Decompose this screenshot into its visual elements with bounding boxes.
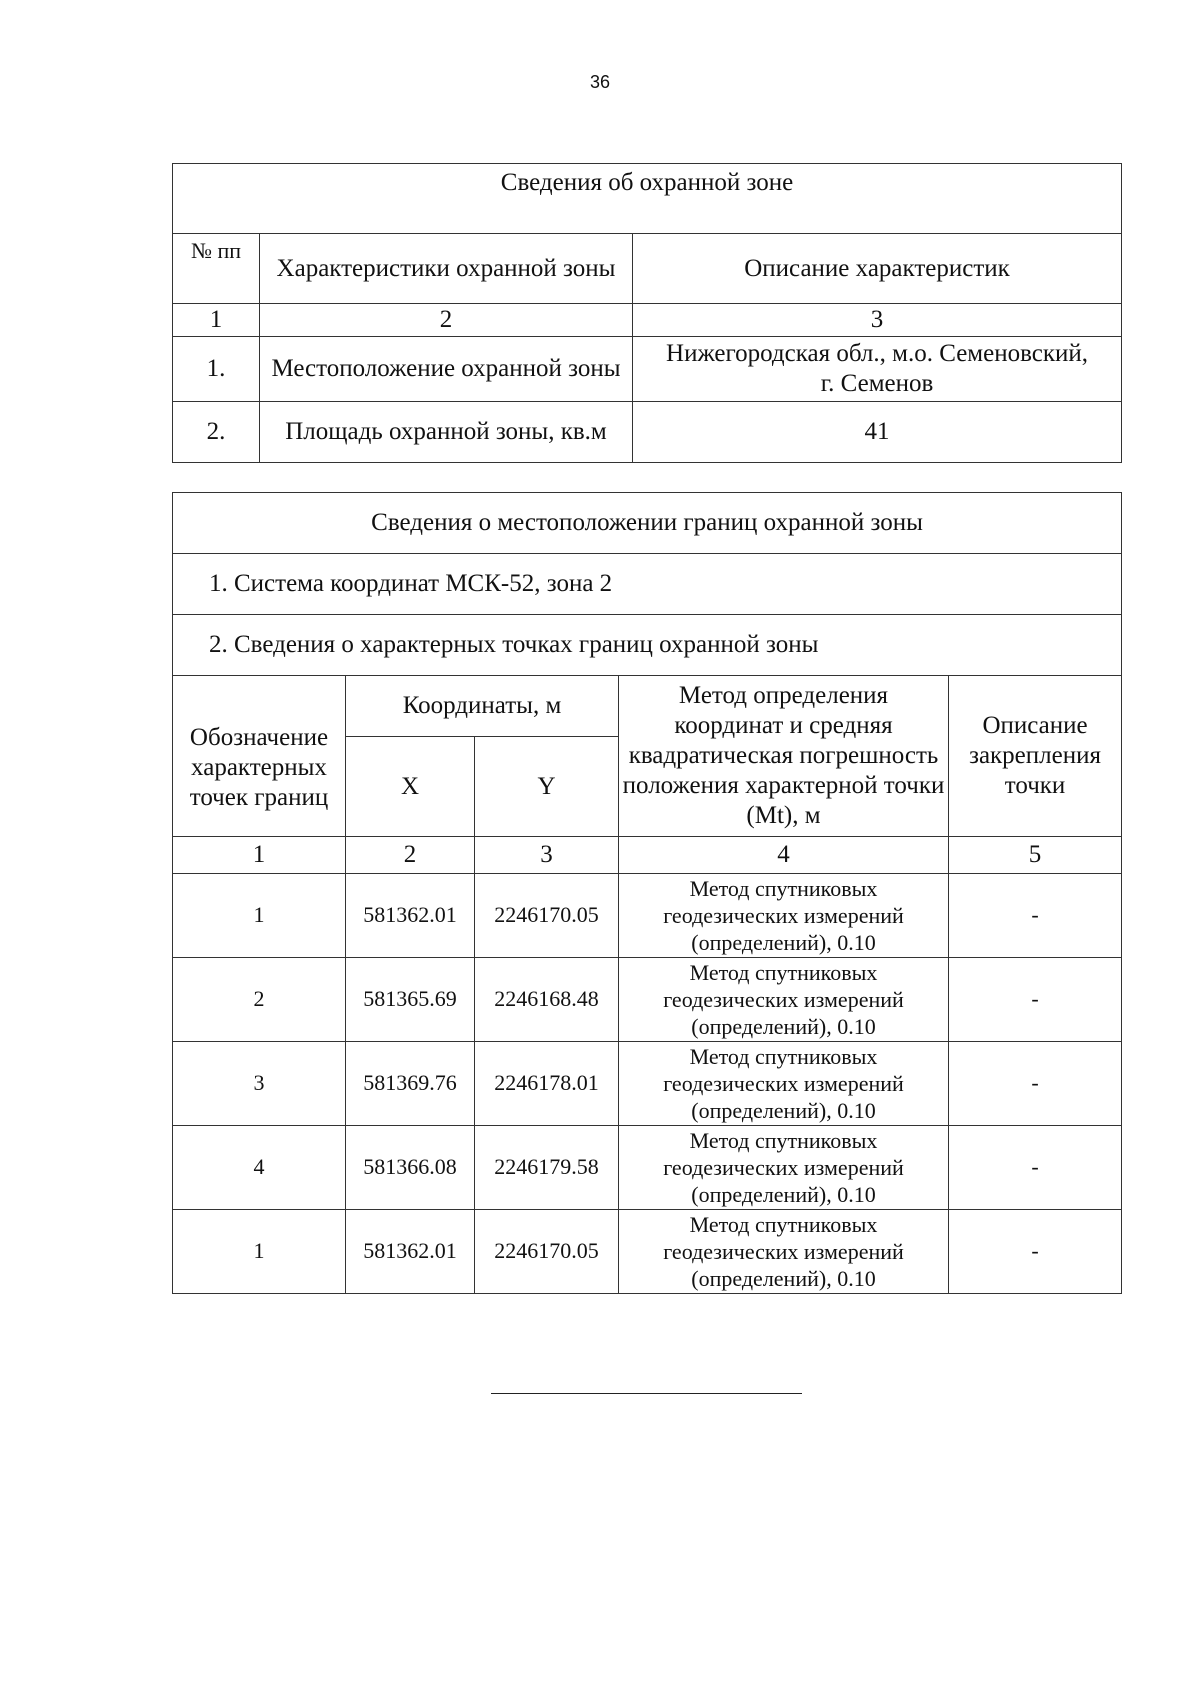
header-number: № пп xyxy=(173,234,260,304)
index-cell: 2 xyxy=(260,304,633,337)
method-line: геодезических измерений xyxy=(663,1155,904,1180)
header-point-designation: Обозначение характерных точек границ xyxy=(173,676,346,837)
point-method xyxy=(619,1042,949,1126)
table-row xyxy=(173,337,1122,402)
description-cell: 41 xyxy=(633,402,1122,463)
header-method: Метод определения координат и средняя квадратическая погрешность положения характерной точки (Mt), м xyxy=(619,676,949,837)
method-line: (определений), 0.10 xyxy=(691,1098,876,1123)
index-cell: 1 xyxy=(173,837,346,874)
table-row xyxy=(173,1042,1122,1126)
point-x: 581362.01 xyxy=(346,874,475,958)
method-line: Метод спутниковых xyxy=(689,1044,878,1069)
header-characteristics: Характеристики охранной зоны xyxy=(260,234,633,304)
boundary-table-title: Сведения о местоположении границ охранной зоны xyxy=(173,493,1122,554)
method-line: геодезических измерений xyxy=(663,1071,904,1096)
point-fixing: - xyxy=(949,1042,1122,1126)
point-label: 1 xyxy=(173,874,346,958)
index-cell: 3 xyxy=(633,304,1122,337)
method-line: Метод спутниковых xyxy=(689,1128,878,1153)
point-fixing: - xyxy=(949,958,1122,1042)
boundary-points-table xyxy=(172,492,1122,1294)
method-line: (определений), 0.10 xyxy=(691,1014,876,1039)
protection-zone-table xyxy=(172,163,1122,463)
point-y: 2246179.58 xyxy=(475,1126,619,1210)
point-fixing: - xyxy=(949,1210,1122,1294)
point-label: 1 xyxy=(173,1210,346,1294)
zone-table-title: Сведения об охранной зоне xyxy=(173,164,1122,234)
zone-table-header-row xyxy=(173,234,1122,304)
table-row xyxy=(173,874,1122,958)
method-line: Метод спутниковых xyxy=(689,1212,878,1237)
characteristic-cell: Местоположение охранной зоны xyxy=(260,337,633,402)
point-y: 2246178.01 xyxy=(475,1042,619,1126)
index-cell: 1 xyxy=(173,304,260,337)
description-cell xyxy=(633,337,1122,402)
row-number: 2. xyxy=(173,402,260,463)
method-line: геодезических измерений xyxy=(663,987,904,1012)
method-line: геодезических измерений xyxy=(663,903,904,928)
points-index-row xyxy=(173,837,1122,874)
point-x: 581362.01 xyxy=(346,1210,475,1294)
table-row xyxy=(173,1126,1122,1210)
zone-table-index-row xyxy=(173,304,1122,337)
page-number: 36 xyxy=(589,72,611,92)
point-y: 2246170.05 xyxy=(475,1210,619,1294)
point-method xyxy=(619,1126,949,1210)
method-line: Метод спутниковых xyxy=(689,960,878,985)
characteristic-cell: Площадь охранной зоны, кв.м xyxy=(260,402,633,463)
point-method xyxy=(619,1210,949,1294)
index-cell: 4 xyxy=(619,837,949,874)
point-method xyxy=(619,958,949,1042)
method-line: (определений), 0.10 xyxy=(691,1182,876,1207)
method-line: геодезических измерений xyxy=(663,1239,904,1264)
method-line: Метод спутниковых xyxy=(689,876,878,901)
point-method xyxy=(619,874,949,958)
point-x: 581366.08 xyxy=(346,1126,475,1210)
point-x: 581369.76 xyxy=(346,1042,475,1126)
method-line: (определений), 0.10 xyxy=(691,1266,876,1291)
points-header-row xyxy=(173,676,1122,737)
header-y: Y xyxy=(475,737,619,837)
point-fixing: - xyxy=(949,874,1122,958)
point-fixing: - xyxy=(949,1126,1122,1210)
point-y: 2246168.48 xyxy=(475,958,619,1042)
table-row xyxy=(173,958,1122,1042)
header-description: Описание характеристик xyxy=(633,234,1122,304)
row-number: 1. xyxy=(173,337,260,402)
index-cell: 3 xyxy=(475,837,619,874)
table-row xyxy=(173,402,1122,463)
description-line: г. Семенов xyxy=(820,370,934,397)
point-y: 2246170.05 xyxy=(475,874,619,958)
description-line: Нижегородская обл., м.о. Семеновский, xyxy=(666,340,1089,367)
index-cell: 2 xyxy=(346,837,475,874)
point-label: 3 xyxy=(173,1042,346,1126)
index-cell: 5 xyxy=(949,837,1122,874)
table-row xyxy=(173,1210,1122,1294)
header-fixing: Описание закрепления точки xyxy=(949,676,1122,837)
end-of-section-rule xyxy=(491,1393,802,1394)
points-section-title: 2. Сведения о характерных точках границ охранной зоны xyxy=(173,615,1122,676)
header-coordinates: Координаты, м xyxy=(346,676,619,737)
point-label: 4 xyxy=(173,1126,346,1210)
point-label: 2 xyxy=(173,958,346,1042)
point-x: 581365.69 xyxy=(346,958,475,1042)
method-line: (определений), 0.10 xyxy=(691,930,876,955)
header-x: X xyxy=(346,737,475,837)
coordinate-system: 1. Система координат МСК-52, зона 2 xyxy=(173,554,1122,615)
